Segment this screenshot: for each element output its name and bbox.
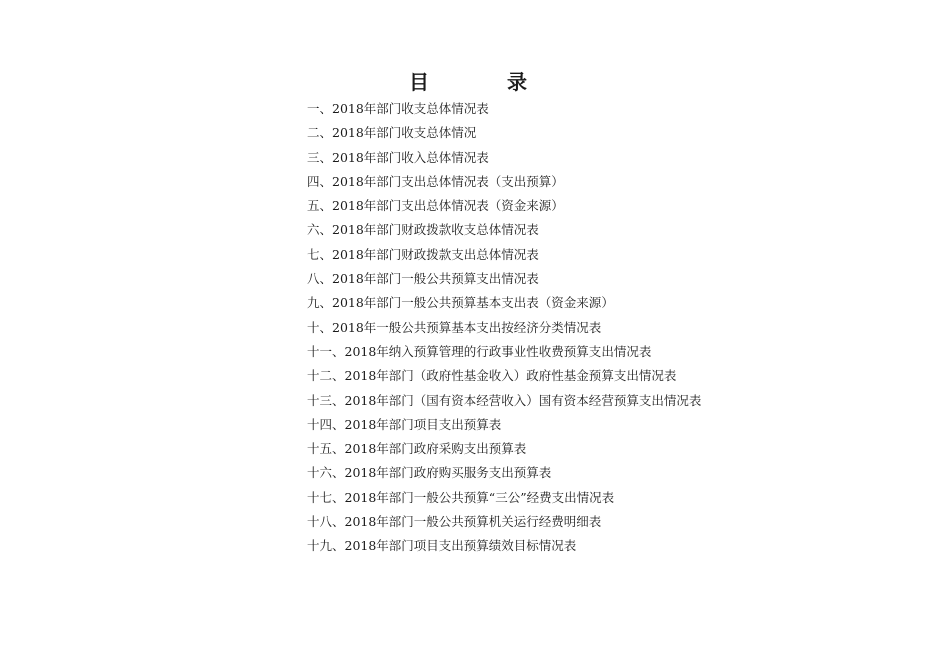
toc-item: 六、2018年部门财政拨款收支总体情况表 — [307, 222, 539, 238]
toc-item: 十八、2018年部门一般公共预算机关运行经费明细表 — [307, 514, 602, 530]
toc-item: 一、2018年部门收支总体情况表 — [307, 101, 489, 116]
toc-item: 二、2018年部门收支总体情况 — [307, 125, 477, 141]
toc-item: 十六、2018年部门政府购买服务支出预算表 — [307, 465, 552, 481]
table-of-contents — [307, 97, 701, 559]
toc-item: 十三、2018年部门（国有资本经营收入）国有资本经营预算支出情况表 — [307, 392, 702, 408]
toc-item: 十九、2018年部门项目支出预算绩效目标情况表 — [307, 538, 577, 554]
toc-item: 十五、2018年部门政府采购支出预算表 — [307, 441, 527, 457]
toc-item: 四、2018年部门支出总体情况表（支出预算） — [307, 173, 564, 189]
toc-item: 十二、2018年部门（政府性基金收入）政府性基金预算支出情况表 — [307, 368, 677, 384]
toc-item: 七、2018年部门财政拨款支出总体情况表 — [307, 246, 539, 262]
toc-title-char-1: 目 — [409, 70, 429, 94]
toc-title — [0, 66, 936, 95]
toc-item: 八、2018年部门一般公共预算支出情况表 — [307, 271, 539, 287]
toc-item: 十七、2018年部门一般公共预算“三公”经费支出情况表 — [307, 489, 615, 505]
toc-item: 十一、2018年纳入预算管理的行政事业性收费预算支出情况表 — [307, 343, 652, 359]
toc-item: 九、2018年部门一般公共预算基本支出表（资金来源） — [307, 295, 614, 311]
toc-item: 三、2018年部门收入总体情况表 — [307, 149, 489, 165]
toc-item: 五、2018年部门支出总体情况表（资金来源） — [307, 198, 564, 214]
toc-title-char-2: 录 — [507, 70, 527, 94]
toc-item: 十、2018年一般公共预算基本支出按经济分类情况表 — [307, 319, 602, 335]
toc-item: 十四、2018年部门项目支出预算表 — [307, 416, 502, 432]
